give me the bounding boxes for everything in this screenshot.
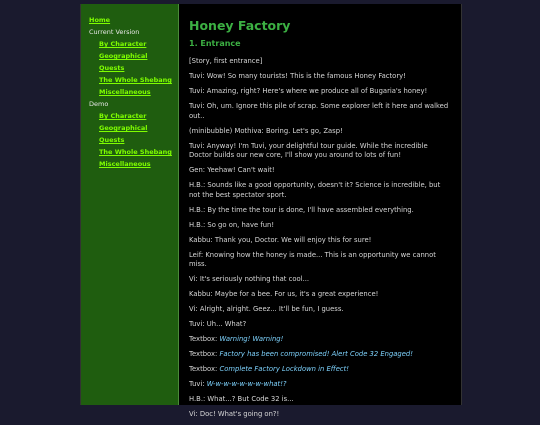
nav-current-by-character-link[interactable]: By Character <box>99 40 147 48</box>
dialogue-line: Tuvi: Wow! So many tourists! This is the famous Honey Factory! <box>189 72 406 80</box>
nav-demo-geographical-link[interactable]: Geographical <box>99 124 148 132</box>
nav-current-whole-shebang-link[interactable]: The Whole Shebang <box>99 76 172 84</box>
nav-current-geographical-link[interactable]: Geographical <box>99 52 148 60</box>
sidebar-nav <box>81 4 179 405</box>
dialogue-line: [Story, first entrance] <box>189 57 263 65</box>
dialogue-line: (minibubble) Mothiva: Boring. Let's go, Zasp! <box>189 126 343 135</box>
main-content <box>189 16 451 425</box>
section-heading: 1. Entrance <box>189 39 241 48</box>
dialogue-line: Tuvi: Amazing, right? Here's where we produce all of Bugaria's honey! <box>189 87 428 95</box>
dialogue-line: Tuvi: Anyway! I'm Tuvi, your delightful tour guide. While the incredible Doctor builds our new core, I'll show you around to lots of fun! <box>189 141 428 159</box>
dialogue-line: Kabbu: Maybe for a bee. For us, it's a great experience! <box>189 290 379 298</box>
dialogue-line: H.B.: By the time the tour is done, I'll have assembled everything. <box>189 205 414 214</box>
page-title: Honey Factory <box>189 18 291 33</box>
dialogue-line: H.B.: So go on, have fun! <box>189 220 275 229</box>
dialogue-line: H.B.: What...? But Code 32 is... <box>189 395 294 403</box>
dialogue-line: Tuvi: W-w-w-w-w-w-w-what!? <box>189 380 287 388</box>
dialogue-line: Tuvi: Uh... What? <box>189 320 247 328</box>
textbox-line: Textbox: Factory has been compromised! Alert Code 32 Engaged! <box>189 350 413 358</box>
nav-home-link[interactable]: Home <box>89 16 111 24</box>
nav-demo-quests-link[interactable]: Quests <box>99 136 125 144</box>
nav-demo-heading: Demo <box>89 100 109 108</box>
textbox-line: Textbox: Warning! Warning! <box>189 335 284 343</box>
nav-demo-whole-shebang-link[interactable]: The Whole Shebang <box>99 148 172 156</box>
dialogue-line: Gen: Yeehaw! Can't wait! <box>189 166 275 174</box>
dialogue-line: Vi: Alright, alright. Geez... It'll be fun, I guess. <box>189 305 344 313</box>
nav-current-version-heading: Current Version <box>89 28 140 36</box>
nav-demo-miscellaneous-link[interactable]: Miscellaneous <box>99 160 151 168</box>
dialogue-line: Vi: It's seriously nothing that cool... <box>189 275 310 283</box>
dialogue-line: H.B.: Sounds like a good opportunity, doesn't it? Science is incredible, but not the best spectator sport. <box>189 181 441 199</box>
dialogue-line: Tuvi: Oh, um. Ignore this pile of scrap. Some explorer left it here and walked out.. <box>189 102 449 120</box>
dialogue-line: Vi: Doc! What's going on?! <box>189 410 280 418</box>
textbox-line: Textbox: Complete Factory Lockdown in Effect! <box>189 365 349 373</box>
page-container <box>80 4 462 418</box>
dialogue-line: Kabbu: Thank you, Doctor. We will enjoy this for sure! <box>189 235 372 244</box>
dialogue-line: Leif: Knowing how the honey is made... This is an opportunity we cannot miss. <box>189 250 436 268</box>
nav-current-miscellaneous-link[interactable]: Miscellaneous <box>99 88 151 96</box>
nav-current-quests-link[interactable]: Quests <box>99 64 125 72</box>
nav-demo-by-character-link[interactable]: By Character <box>99 112 147 120</box>
